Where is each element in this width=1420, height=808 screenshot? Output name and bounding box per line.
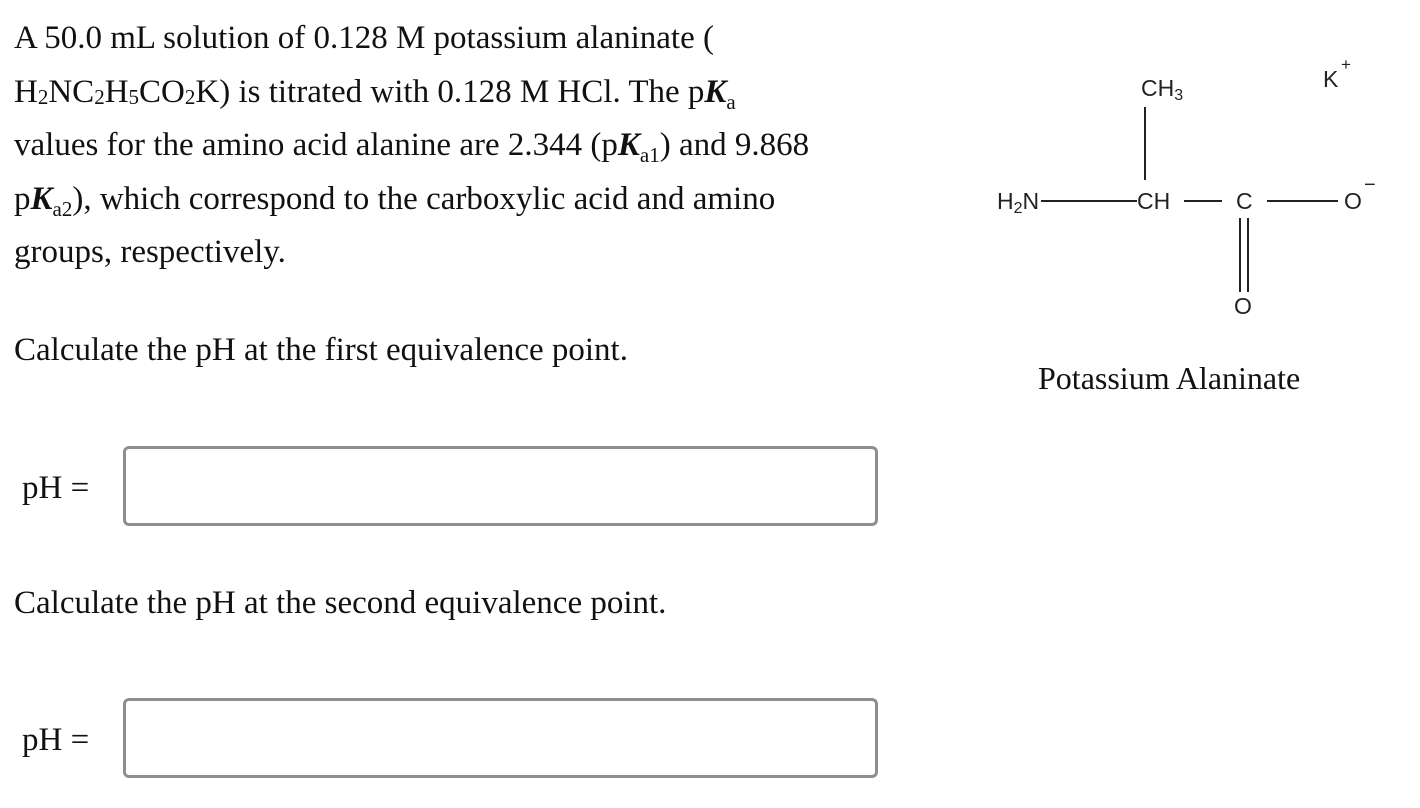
problem-line-2-rest: is titrated with 0.128 M HCl. The xyxy=(230,73,688,110)
o-single-label: O xyxy=(1344,188,1362,214)
pka2-sub: a2 xyxy=(52,196,73,221)
formula-nc: NC xyxy=(48,73,95,110)
ph-label-second: pH = xyxy=(22,722,90,758)
ch3-label: CH3 xyxy=(1141,75,1184,104)
problem-line-5: groups, respectively. xyxy=(14,234,286,270)
pka1-sub: a1 xyxy=(639,143,660,167)
pka-symbol xyxy=(687,73,736,114)
formula-k: K) xyxy=(195,73,231,110)
o-double-label: O xyxy=(1234,293,1252,319)
pka1-k: K xyxy=(617,127,640,163)
formula xyxy=(14,74,230,110)
pka2-symbol xyxy=(14,180,73,221)
k-label: K xyxy=(1323,66,1339,92)
question-first-equivalence: Calculate the pH at the first equivalence point. xyxy=(14,332,628,368)
problem-line-3-end: ) and 9.868 xyxy=(659,127,810,163)
pka1-symbol xyxy=(601,127,660,167)
k-positive-charge: + xyxy=(1341,55,1351,74)
formula-sub-2: 2 xyxy=(94,84,105,109)
c-label: C xyxy=(1236,188,1253,214)
formula-sub-1: 2 xyxy=(37,84,49,109)
problem-line-4-rest: ), which correspond to the carboxylic acid and amino xyxy=(72,180,776,217)
pka-sub: a xyxy=(726,89,736,114)
question-second-equivalence: Calculate the pH at the second equivalence point. xyxy=(14,585,667,621)
ph-input-second[interactable] xyxy=(123,698,878,778)
problem-line-3: values for the amino acid alanine are 2.344 ( xyxy=(14,127,602,163)
ph-label-first: pH = xyxy=(22,470,90,506)
formula-h2: H xyxy=(104,73,129,110)
h2n-label: H2N xyxy=(997,188,1040,217)
formula-sub-4: 2 xyxy=(184,84,196,109)
ch-label: CH xyxy=(1137,188,1171,214)
problem-statement xyxy=(14,12,904,280)
pka1-p: p xyxy=(601,127,618,163)
structure-diagram xyxy=(980,40,1400,340)
pka-k: K xyxy=(704,73,727,110)
formula-co: CO xyxy=(139,73,185,110)
pka-p: p xyxy=(687,73,705,110)
ph-input-first[interactable] xyxy=(123,446,878,526)
formula-h: H xyxy=(14,73,38,110)
structure-caption: Potassium Alaninate xyxy=(1038,360,1301,396)
o-negative-charge: − xyxy=(1364,174,1376,196)
potassium-alaninate-structure xyxy=(980,40,1400,340)
formula-sub-3: 5 xyxy=(128,84,140,109)
pka2-p: p xyxy=(14,180,31,217)
problem-line-1: A 50.0 mL solution of 0.128 M potassium alaninate ( xyxy=(14,20,714,56)
answer-row-first xyxy=(22,446,892,530)
answer-row-second xyxy=(22,698,892,782)
pka2-k: K xyxy=(30,180,53,217)
